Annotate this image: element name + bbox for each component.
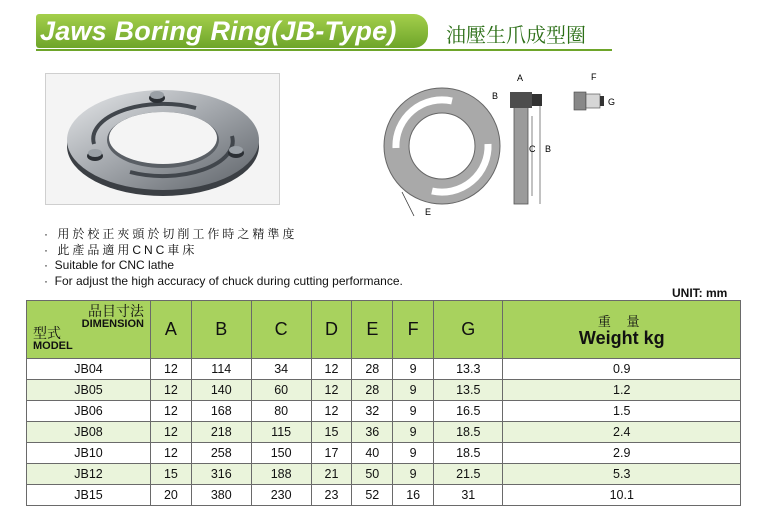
cell: 18.5 [434, 443, 503, 464]
column-header-weight: 重 量 Weight kg [503, 301, 741, 359]
weight-cell: 10.1 [503, 485, 741, 506]
cell: 12 [311, 380, 352, 401]
feature-notes [44, 227, 403, 289]
cell: 380 [191, 485, 251, 506]
cell: 52 [352, 485, 393, 506]
cell: 9 [393, 464, 434, 485]
cell: 12 [151, 401, 192, 422]
cell: 12 [151, 443, 192, 464]
column-header-b: B [191, 301, 251, 359]
cell: 13.5 [434, 380, 503, 401]
label-g: G [608, 97, 616, 107]
table-row [27, 485, 741, 506]
unit-label: UNIT: mm [672, 286, 728, 300]
label-b-top: B [492, 91, 499, 101]
column-header-a: A [151, 301, 192, 359]
boring-ring-image [46, 74, 279, 204]
cell: 23 [311, 485, 352, 506]
cell: 17 [311, 443, 352, 464]
weight-cell: 0.9 [503, 359, 741, 380]
model-cell: JB04 [27, 359, 151, 380]
cell: 114 [191, 359, 251, 380]
table-row [27, 443, 741, 464]
cell: 20 [151, 485, 192, 506]
spec-table [26, 300, 741, 506]
cell: 258 [191, 443, 251, 464]
cell: 9 [393, 422, 434, 443]
table-row [27, 464, 741, 485]
cell: 13.3 [434, 359, 503, 380]
model-cell: JB10 [27, 443, 151, 464]
column-header-d: D [311, 301, 352, 359]
table-header-row [27, 301, 741, 359]
label-b-side: B [545, 144, 552, 154]
model-cell: JB06 [27, 401, 151, 422]
model-cell: JB15 [27, 485, 151, 506]
cell: 15 [311, 422, 352, 443]
product-photo [45, 73, 280, 205]
cell: 31 [434, 485, 503, 506]
weight-cell: 2.4 [503, 422, 741, 443]
cell: 150 [251, 443, 311, 464]
dimension-drawing [380, 66, 630, 226]
column-header-c: C [251, 301, 311, 359]
title-underline [36, 49, 612, 51]
cell: 9 [393, 380, 434, 401]
cell: 9 [393, 443, 434, 464]
cell: 34 [251, 359, 311, 380]
weight-cell: 5.3 [503, 464, 741, 485]
cell: 230 [251, 485, 311, 506]
cell: 12 [151, 422, 192, 443]
cell: 28 [352, 380, 393, 401]
cell: 218 [191, 422, 251, 443]
weight-cell: 1.5 [503, 401, 741, 422]
cell: 60 [251, 380, 311, 401]
cell: 15 [151, 464, 192, 485]
cell: 16.5 [434, 401, 503, 422]
cell: 188 [251, 464, 311, 485]
cell: 12 [311, 359, 352, 380]
column-header-e: E [352, 301, 393, 359]
label-e: E [425, 207, 432, 217]
cell: 12 [311, 401, 352, 422]
page-title: Jaws Boring Ring(JB-Type) [40, 16, 397, 46]
cell: 40 [352, 443, 393, 464]
cell: 140 [191, 380, 251, 401]
cell: 21 [311, 464, 352, 485]
column-header-f: F [393, 301, 434, 359]
weight-cell: 2.9 [503, 443, 741, 464]
label-c: C [529, 144, 536, 154]
label-a: A [517, 73, 524, 83]
table-row [27, 359, 741, 380]
page-title-chinese: 油壓生爪成型圈 [446, 25, 586, 47]
cell: 16 [393, 485, 434, 506]
cell: 80 [251, 401, 311, 422]
header-corner: 品目寸法 DIMENSION 型式 MODEL [27, 301, 151, 359]
label-f: F [591, 72, 597, 82]
table-row [27, 401, 741, 422]
table-row [27, 380, 741, 401]
cell: 50 [352, 464, 393, 485]
table-row [27, 422, 741, 443]
weight-cell: 1.2 [503, 380, 741, 401]
column-header-g: G [434, 301, 503, 359]
note-item: · 用於校正夾頭於切削工作時之精準度 [44, 227, 298, 241]
cell: 12 [151, 359, 192, 380]
note-item: · For adjust the high accuracy of chuck during cutting performance. [44, 273, 403, 288]
cell: 18.5 [434, 422, 503, 443]
cell: 168 [191, 401, 251, 422]
model-cell: JB12 [27, 464, 151, 485]
note-item: · Suitable for CNC lathe [44, 258, 175, 272]
cell: 316 [191, 464, 251, 485]
cell: 32 [352, 401, 393, 422]
cell: 115 [251, 422, 311, 443]
cell: 36 [352, 422, 393, 443]
cell: 21.5 [434, 464, 503, 485]
cell: 9 [393, 401, 434, 422]
model-cell: JB08 [27, 422, 151, 443]
cell: 28 [352, 359, 393, 380]
model-cell: JB05 [27, 380, 151, 401]
note-item: · 此產品適用CNC車床 [44, 242, 198, 257]
cell: 9 [393, 359, 434, 380]
cell: 12 [151, 380, 192, 401]
